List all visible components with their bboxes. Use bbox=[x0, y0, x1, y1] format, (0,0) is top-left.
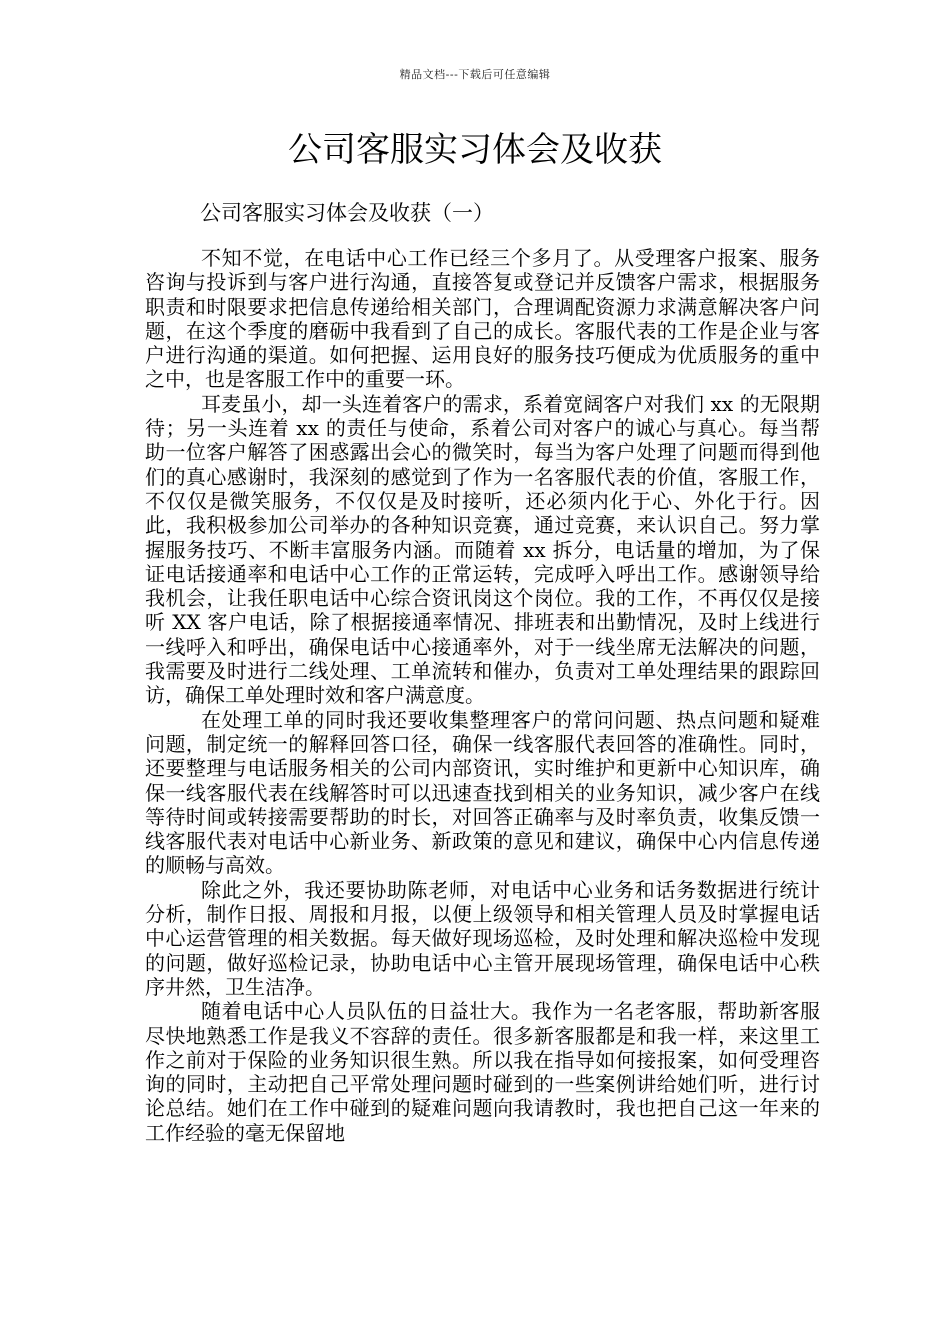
document-body bbox=[145, 246, 820, 1145]
paragraph-1: 不知不觉，在电话中心工作已经三个多月了。从受理客户报案、服务咨询与投诉到与客户进行沟通，直接答复或登记并反馈客户需求，根据服务职责和时限要求把信息传递给相关部门，合理调配资源力求满意解决客户问题，在这个季度的磨砺中我看到了自己的成长。客服代表的工作是企业与客户进行沟通的渠道。如何把握、运用良好的服务技巧便成为优质服务的重中之中，也是客服工作中的重要一环。 bbox=[145, 246, 820, 392]
paragraph-5: 随着电话中心人员队伍的日益壮大。我作为一名老客服，帮助新客服尽快地熟悉工作是我义不容辞的责任。很多新客服都是和我一样，来这里工作之前对于保险的业务知识很生熟。所以我在指导如何接报案，如何受理咨询的同时，主动把自己平常处理问题时碰到的一些案例讲给她们听，进行讨论总结。她们在工作中碰到的疑难问题向我请教时，我也把自己这一年来的工作经验的毫无保留地 bbox=[145, 999, 820, 1145]
page-header-note: 精品文档---下载后可任意编辑 bbox=[399, 68, 551, 81]
paragraph-4: 除此之外，我还要协助陈老师，对电话中心业务和话务数据进行统计分析，制作日报、周报和月报，以便上级领导和相关管理人员及时掌握电话中心运营管理的相关数据。每天做好现场巡检，及时处理和解决巡检中发现的问题，做好巡检记录，协助电话中心主管开展现场管理，确保电话中心秩序井然，卫生洁净。 bbox=[145, 877, 820, 999]
paragraph-2: 耳麦虽小，却一头连着客户的需求，系着宽阔客户对我们 xx 的无限期待；另一头连着 xx 的责任与使命，系着公司对客户的诚心与真心。每当帮助一位客户解答了困惑露出会心的微笑时，每当为客户处理了问题而得到他们的真心感谢时，我深刻的感觉到了作为一名客服代表的价值，客服工作，不仅仅是微笑服务，不仅仅是及时接听，还必须内化于心、外化于行。因此，我积极参加公司举办的各种知识竞赛，通过竞赛，来认识自己。努力掌握服务技巧、不断丰富服务内涵。而随着 xx 拆分，电话量的增加，为了保证电话接通率和电话中心工作的正常运转，完成呼入呼出工作。感谢领导给我机会，让我任职电话中心综合资讯岗这个岗位。我的工作，不再仅仅是接听 XX 客户电话，除了根据接通率情况、排班表和出勤情况，及时上线进行一线呼入和呼出，确保电话中心接通率外，对于一线坐席无法解决的问题，我需要及时进行二线处理、工单流转和催办，负责对工单处理结果的跟踪回访，确保工单处理时效和客户满意度。 bbox=[145, 391, 820, 708]
section-subtitle: 公司客服实习体会及收获（一） bbox=[200, 201, 494, 225]
document-title: 公司客服实习体会及收获 bbox=[288, 130, 662, 170]
paragraph-3: 在处理工单的同时我还要收集整理客户的常问问题、热点问题和疑难问题，制定统一的解释回答口径，确保一线客服代表回答的准确性。同时，还要整理与电话服务相关的公司内部资讯，实时维护和更新中心知识库，确保一线客服代表在线解答时可以迅速查找到相关的业务知识，减少客户在线等待时间或转接需要帮助的时长，对回答正确率与及时率负责，收集反馈一线客服代表对电话中心新业务、新政策的意见和建议，确保中心内信息传递的顺畅与高效。 bbox=[145, 707, 820, 878]
